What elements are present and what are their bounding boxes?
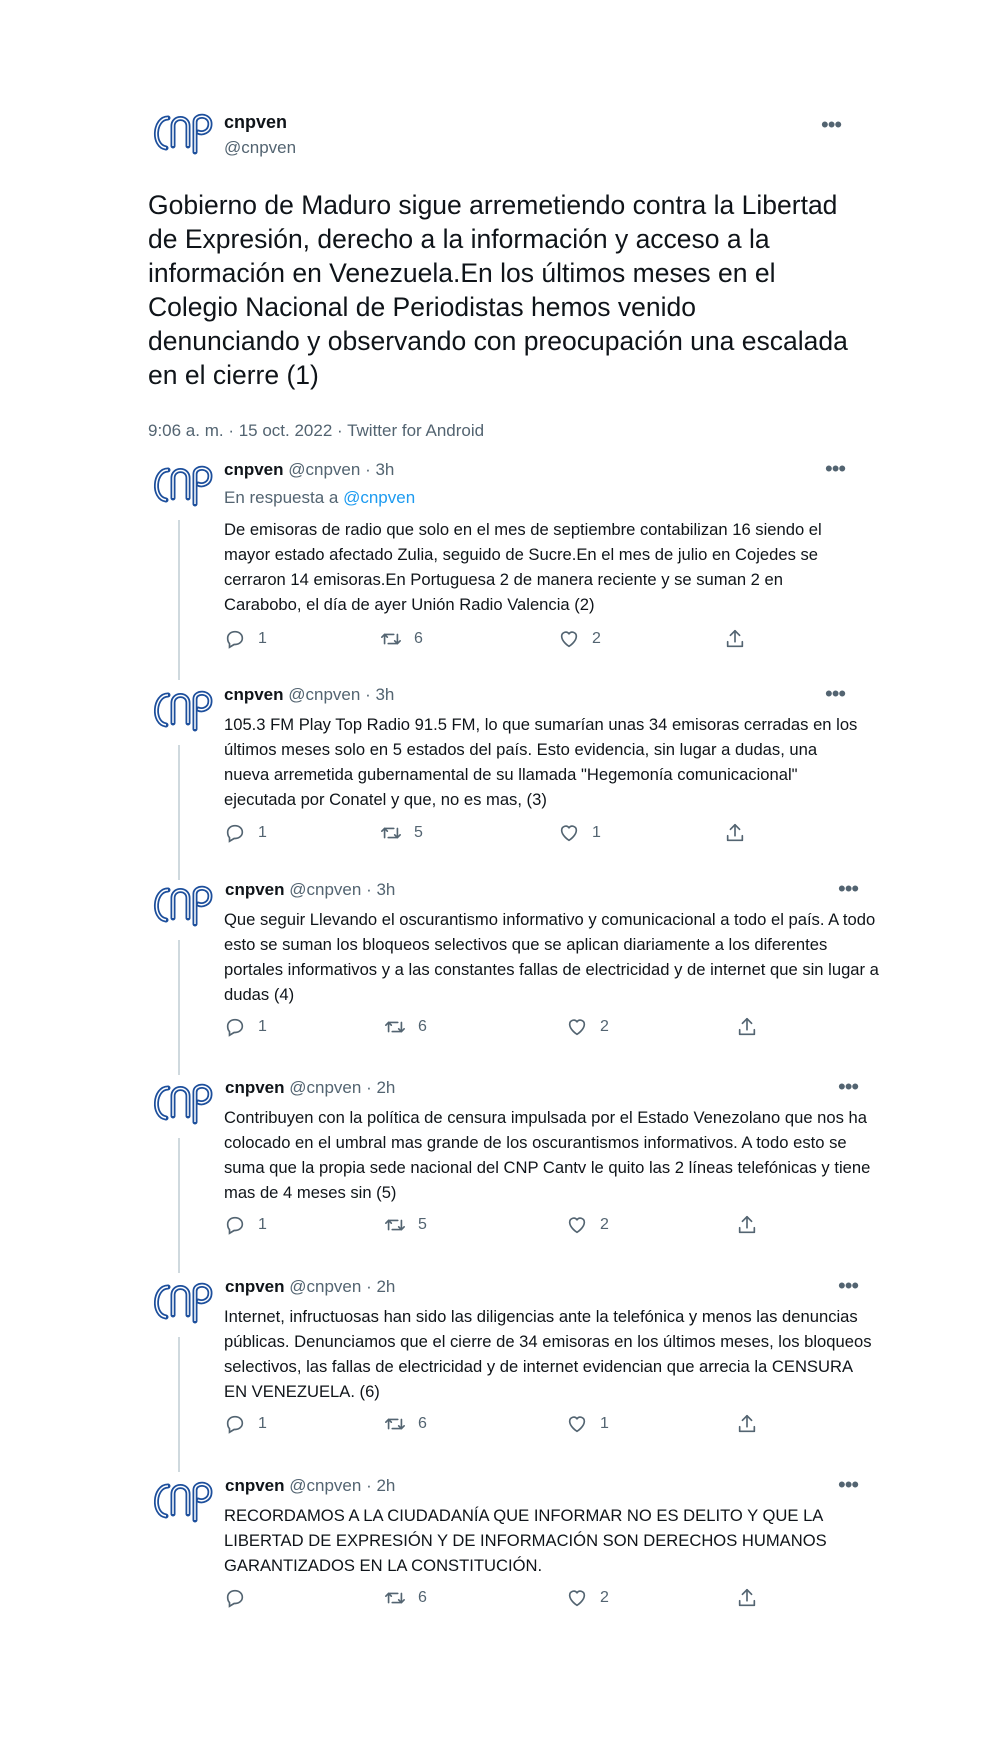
like-button[interactable] [566,1015,609,1039]
in-reply-to [224,488,415,508]
retweet-button[interactable] [384,1015,427,1039]
cnp-logo-icon [148,685,214,735]
author-meta: @cnpven · 2h [289,1476,396,1495]
tweet-text: Gobierno de Maduro sigue arremetiendo contra la Libertad de Expresión, derecho a la información y acceso a la información en Venezuela.En los últimos meses en el Colegio Nacional de Periodistas hemos venido denunciando y observando con preocupación una escalada en el cierre (1) [148,190,848,390]
retweet-button[interactable] [380,627,423,651]
reply-tweet[interactable] [148,1273,873,1467]
more-icon[interactable]: ••• [838,876,859,901]
tweet-text: Contribuyen con la política de censura impulsada por el Estado Venezolano que nos ha colocado en el umbral mas grande de los oscurantismos informativos. A todo esto se suma que la propia sede nacional del CNP Cantv le quito las 2 líneas telefónicas y tiene mas de 4 meses sin (5) [224,1108,871,1202]
reply-count: 1 [258,1415,267,1432]
like-button[interactable] [566,1412,609,1436]
author-name: cnpven [225,1078,285,1097]
reply-tweet[interactable] [148,456,873,675]
reply-count: 1 [258,1216,267,1233]
more-icon[interactable]: ••• [821,112,842,137]
retweet-button[interactable] [384,1213,427,1237]
thread-line [178,1337,180,1472]
reply-author[interactable] [225,1277,395,1297]
action-bar [224,821,824,845]
author-name: cnpven [225,880,285,899]
share-button[interactable] [736,1586,758,1610]
like-count: 2 [600,1589,609,1606]
reply-author[interactable] [225,1078,395,1098]
cnp-logo-icon [148,1476,214,1526]
tweet-text: 105.3 FM Play Top Radio 91.5 FM, lo que sumarían unas 34 emisoras cerradas en los últimos meses solo en 5 estados del país. Esto evidencia, sin lugar a dudas, una nueva arremetida gubernamental de su llamada "Hegemonía comunicacional" ejecutada por Conatel y que, no es mas, (3) [224,715,858,809]
author-meta: @cnpven · 3h [288,460,395,479]
cnp-logo-icon [148,1078,214,1128]
retweet-count: 5 [414,824,423,841]
reply-author[interactable] [224,685,394,705]
share-button[interactable] [736,1412,758,1436]
reply-count: 1 [258,630,267,647]
thread-line [178,520,180,680]
in-reply-handle-link[interactable]: @cnpven [343,488,416,507]
reply-icon [224,628,246,650]
author-name[interactable]: cnpven [224,112,288,132]
avatar[interactable] [148,108,214,158]
author-name: cnpven [224,685,284,704]
in-reply-label: En respuesta a [224,488,344,507]
retweet-button[interactable] [384,1412,427,1436]
reply-button[interactable] [224,627,267,651]
avatar[interactable] [148,460,214,510]
like-button[interactable] [566,1586,609,1610]
action-bar [224,1213,824,1237]
retweet-icon [384,1214,406,1236]
reply-tweet[interactable] [148,681,873,875]
reply-tweet[interactable] [148,1472,873,1636]
reply-count: 1 [258,1018,267,1035]
like-button[interactable] [566,1213,609,1237]
more-icon[interactable]: ••• [825,456,846,481]
reply-button[interactable] [224,821,267,845]
retweet-count: 6 [414,630,423,647]
share-icon [736,1587,758,1609]
retweet-button[interactable] [380,821,423,845]
retweet-icon [384,1587,406,1609]
retweet-count: 6 [418,1018,427,1035]
retweet-button[interactable] [384,1586,427,1610]
share-button[interactable] [724,627,746,651]
reply-icon [224,1587,246,1609]
like-icon [558,822,580,844]
retweet-count: 5 [418,1216,427,1233]
like-count: 2 [600,1216,609,1233]
avatar[interactable] [148,880,214,930]
more-icon[interactable]: ••• [825,681,846,706]
like-count: 2 [600,1018,609,1035]
tweet-text: De emisoras de radio que solo en el mes de septiembre contabilizan 16 siendo el mayor estado afectado Zulia, seguido de Sucre.En el mes de julio en Cojedes se cerraron 14 emisoras.En Portuguesa 2 de manera reciente y se suman 2 en Carabobo, el día de ayer Unión Radio Valencia (2) [224,520,822,614]
share-icon [736,1016,758,1038]
avatar[interactable] [148,1078,214,1128]
tweet-text: Que seguir Llevando el oscurantismo informativo y comunicacional a todo el país. A todo esto se suman los bloqueos selectivos que se aplican diariamente a los diferentes portales informativos y a las constantes fallas de electricidad y de internet que sin lugar a dudas (4) [224,910,879,1004]
more-icon[interactable]: ••• [838,1273,859,1298]
like-icon [558,628,580,650]
like-count: 1 [592,824,601,841]
reply-button[interactable] [224,1015,267,1039]
action-bar [224,1015,824,1039]
thread-line [178,745,180,880]
thread-line [178,1138,180,1273]
reply-button[interactable] [224,1586,258,1610]
more-icon[interactable]: ••• [838,1472,859,1497]
like-icon [566,1214,588,1236]
author-handle[interactable]: @cnpven [224,138,297,157]
tweet-text: RECORDAMOS A LA CIUDADANÍA QUE INFORMAR NO ES DELITO Y QUE LA LIBERTAD DE EXPRESIÓN Y DE INFORMACIÓN SON DERECHOS HUMANOS GARANTIZADOS EN LA CONSTITUCIÓN. [224,1506,827,1575]
reply-icon [224,822,246,844]
share-icon [724,628,746,650]
reply-count: 1 [258,824,267,841]
like-count: 2 [592,630,601,647]
author-meta: @cnpven · 2h [289,1277,396,1296]
reply-icon [224,1016,246,1038]
avatar[interactable] [148,1476,214,1526]
reply-tweet[interactable] [148,876,879,1070]
share-button[interactable] [736,1213,758,1237]
share-icon [736,1214,758,1236]
retweet-icon [380,822,402,844]
reply-icon [224,1214,246,1236]
reply-button[interactable] [224,1213,267,1237]
cnp-logo-icon [148,880,214,930]
reply-icon [224,1413,246,1435]
like-count: 1 [600,1415,609,1432]
reply-button[interactable] [224,1412,267,1436]
cnp-logo-icon [148,1277,214,1327]
action-bar [224,627,824,651]
like-icon [566,1587,588,1609]
like-icon [566,1016,588,1038]
retweet-count: 6 [418,1589,427,1606]
retweet-icon [384,1016,406,1038]
retweet-icon [384,1413,406,1435]
share-icon [736,1413,758,1435]
author-name: cnpven [225,1277,285,1296]
cnp-logo-icon [148,460,214,510]
reply-tweet[interactable] [148,1074,873,1268]
tweet-timestamp[interactable]: 9:06 a. m. · 15 oct. 2022 · Twitter for Android [148,421,485,440]
share-icon [724,822,746,844]
author-meta: @cnpven · 3h [289,880,396,899]
tweet-text: Internet, infructuosas han sido las diligencias ante la telefónica y menos las denuncias públicas. Denunciamos que el cierre de 34 emisoras en los últimos meses, los bloqueos selectivos, las fallas de electricidad y de internet evidencian que arrecia la CENSURA EN VENEZUELA. (6) [224,1307,872,1401]
retweet-count: 6 [418,1415,427,1432]
author-meta: @cnpven · 3h [288,685,395,704]
author-name: cnpven [225,1476,285,1495]
share-button[interactable] [724,821,746,845]
reply-author[interactable] [225,880,395,900]
reply-author[interactable] [225,1476,395,1496]
reply-author[interactable] [224,460,394,480]
action-bar [224,1586,824,1610]
like-icon [566,1413,588,1435]
share-button[interactable] [736,1015,758,1039]
avatar[interactable] [148,1277,214,1327]
cnp-logo-icon [148,108,214,158]
more-icon[interactable]: ••• [838,1074,859,1099]
like-button[interactable] [558,821,601,845]
author-name: cnpven [224,460,284,479]
avatar[interactable] [148,685,214,735]
like-button[interactable] [558,627,601,651]
author-meta: @cnpven · 2h [289,1078,396,1097]
action-bar [224,1412,824,1436]
retweet-icon [380,628,402,650]
thread-line [178,940,180,1075]
